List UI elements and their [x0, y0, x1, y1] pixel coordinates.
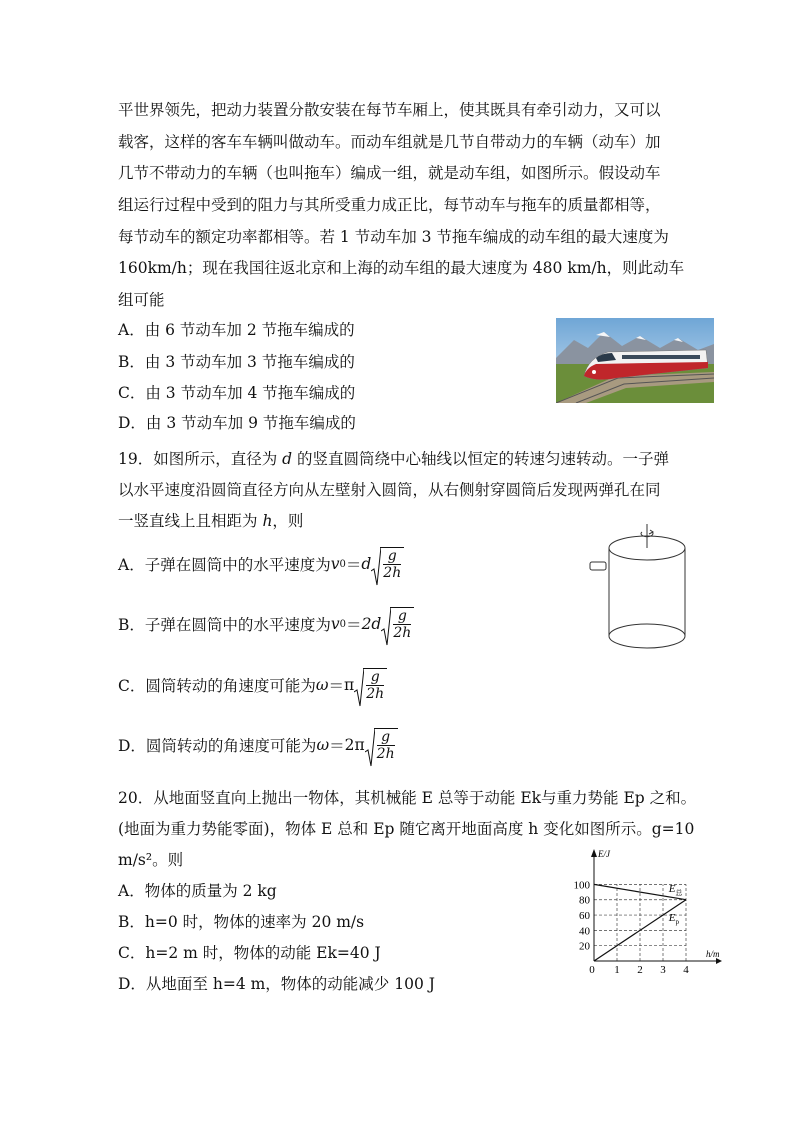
q19-option-a-var: v — [330, 555, 340, 573]
x-axis-label: h/m — [706, 949, 720, 959]
y-tick-label: 60 — [579, 910, 590, 923]
q20-option-b: B．h=0 时，物体的速率为 20 m/s — [118, 913, 365, 931]
q20-option-a: A．物体的质量为 2 kg — [118, 882, 277, 900]
q19-option-b-sqrt — [381, 607, 414, 641]
q19-line-2: 以水平速度沿圆筒直径方向从左壁射入圆筒，从右侧射穿圆筒后发现两弹孔在同 — [118, 481, 661, 499]
q19-option-d-eq: ＝ — [329, 737, 345, 755]
q20-line-2: (地面为重力势能零面)，物体 E 总和 Ep 随它离开地面高度 h 变化如图所示。g=10 — [118, 820, 695, 838]
energy-chart — [560, 845, 730, 980]
y-axis-label: E/J — [598, 849, 610, 859]
y-tick-label: 100 — [573, 879, 590, 892]
q19-option-d-text: D．圆筒转动的角速度可能为 — [118, 737, 317, 755]
q19-option-d-var: ω — [316, 736, 330, 754]
x-tick-label: 3 — [660, 964, 666, 976]
x-tick-label: 1 — [614, 964, 620, 976]
q20-line-1: 20．从地面竖直向上抛出一物体，其机械能 E 总等于动能 Ek与重力势能 Ep 之和。 — [118, 789, 697, 807]
q19-option-b-num: g — [393, 609, 411, 625]
q18-line-2: 载客，这样的客车车辆叫做动车。而动车组就是几节自带动力的车辆（动车）加 — [118, 133, 661, 151]
train-photo — [556, 318, 714, 403]
x-tick-label: 0 — [589, 964, 595, 976]
q19-option-b-coef: 2d — [361, 615, 382, 633]
q19-option-a-sqrt — [371, 547, 404, 581]
q19-option-b-den: 2h — [393, 625, 412, 641]
q19-option-d-den: 2h — [376, 746, 395, 762]
q18-line-5: 每节动车的额定功率都相等。若 1 节动车加 3 节拖车编成的动车组的最大速度为 — [118, 228, 669, 246]
q19-option-d-coef: 2π — [344, 736, 365, 754]
q19-option-d-num: g — [377, 730, 395, 746]
q19-option-b-eq: ＝ — [346, 616, 362, 634]
q19-line-3-b: ，则 — [272, 512, 304, 530]
q19-option-c-num: g — [366, 670, 384, 686]
q19-line-1-b: 的竖直圆筒绕中心轴线以恒定的转速匀速转动。一子弹 — [292, 450, 670, 468]
series-label-e-p: $E_p$ — [668, 912, 679, 927]
q18-option-a: A．由 6 节动车加 2 节拖车编成的 — [118, 321, 355, 339]
y-tick-label: 20 — [579, 940, 590, 953]
q19-option-a-sub: 0 — [339, 558, 346, 570]
q19-line-1-a: 19．如图所示，直径为 — [118, 450, 283, 468]
q19-option-c — [118, 668, 387, 702]
q20-option-d: D．从地面至 h=4 m，物体的动能减少 100 J — [118, 975, 435, 993]
q19-option-c-sqrt — [354, 668, 387, 702]
cylinder-figure — [586, 524, 696, 654]
q18-line-3: 几节不带动力的车辆（也叫拖车）编成一组，就是动车组，如图所示。假设动车 — [118, 164, 661, 182]
series-label-e-total: $E_总$ — [668, 883, 683, 898]
q20-line-3: m/s²。则 — [118, 851, 184, 869]
q19-option-a-text: A．子弹在圆筒中的水平速度为 — [118, 556, 331, 574]
q18-line-7: 组可能 — [118, 291, 165, 309]
q19-option-d — [118, 728, 398, 762]
q19-option-b-text: B．子弹在圆筒中的水平速度为 — [118, 616, 331, 634]
q19-var-d: d — [282, 450, 293, 468]
q18-option-c: C．由 3 节动车加 4 节拖车编成的 — [118, 384, 356, 402]
q20-option-c: C．h=2 m 时，物体的动能 Ek=40 J — [118, 944, 381, 962]
q19-option-c-coef: π — [344, 676, 355, 694]
y-axis-arrow-icon — [591, 849, 597, 857]
y-tick-label: 80 — [579, 894, 590, 907]
y-tick-label: 40 — [579, 925, 590, 938]
q19-option-b-sub: 0 — [339, 618, 347, 630]
q19-line-3-a: 一竖直线上且相距为 — [118, 512, 263, 530]
q19-option-b-var: v — [330, 615, 340, 633]
q19-option-d-sqrt — [365, 728, 398, 762]
x-tick-label: 2 — [637, 964, 643, 976]
q19-option-c-den: 2h — [366, 686, 385, 702]
q19-option-a-den: 2h — [383, 565, 402, 581]
q19-option-c-var: ω — [315, 676, 329, 694]
x-tick-label: 4 — [683, 964, 689, 976]
q19-line-3 — [118, 511, 303, 531]
q18-option-d: D．由 3 节动车加 9 节拖车编成的 — [118, 414, 356, 432]
q18-line-1: 平世界领先，把动力装置分散安装在每节车厢上，使其既具有牵引动力，又可以 — [118, 101, 661, 119]
q19-option-a-num: g — [383, 549, 401, 565]
bullet-icon — [590, 562, 606, 570]
q19-option-b — [118, 607, 414, 641]
q18-line-6: 160km/h；现在我国往返北京和上海的动车组的最大速度为 480 km/h，则此动车 — [118, 259, 685, 277]
q18-option-b: B．由 3 节动车加 3 节拖车编成的 — [118, 353, 355, 371]
q19-option-a-coef: d — [361, 555, 372, 573]
q19-option-c-text: C．圆筒转动的角速度可能为 — [118, 677, 316, 695]
q19-var-h: h — [262, 512, 273, 530]
q19-line-1 — [118, 449, 669, 469]
q19-option-c-eq: ＝ — [328, 677, 345, 695]
q19-option-a-eq: ＝ — [345, 556, 362, 574]
q18-line-4: 组运行过程中受到的阻力与其所受重力成正比，每节动车与拖车的质量都相等， — [118, 196, 661, 214]
q19-option-a — [118, 547, 404, 581]
